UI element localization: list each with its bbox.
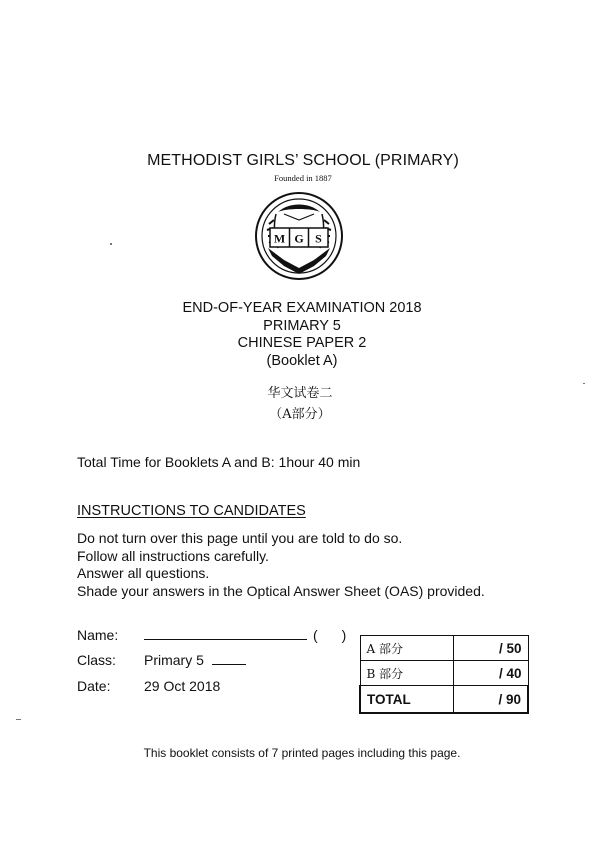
page-count-footer: This booklet consists of 7 printed pages including this page.	[143, 746, 461, 760]
class-value: Primary 5	[144, 652, 204, 668]
instruction-item: Do not turn over this page until you are told to do so.	[77, 530, 403, 546]
class-label: Class:	[77, 652, 116, 668]
scan-speck	[583, 383, 585, 384]
register-number-paren-open: (	[313, 627, 318, 643]
chinese-title: 华文试卷二	[267, 386, 333, 401]
date-label: Date:	[77, 678, 111, 694]
total-time: Total Time for Booklets A and B: 1hour 40 min	[77, 454, 361, 470]
scan-speck	[16, 719, 21, 720]
instructions-list	[77, 530, 485, 600]
exam-booklet: (Booklet A)	[266, 352, 338, 369]
exam-title: END-OF-YEAR EXAMINATION 2018	[182, 300, 422, 316]
name-label: Name:	[77, 627, 119, 643]
score-cell: / 50	[454, 636, 529, 661]
class-blank-line[interactable]	[212, 654, 246, 665]
chinese-title-block	[0, 383, 600, 425]
name-field[interactable]	[144, 627, 346, 643]
score-section-label: A 部分	[360, 636, 454, 661]
exam-title-block	[0, 300, 600, 370]
score-row-a	[360, 636, 528, 661]
crest-letter-m: M	[273, 231, 286, 246]
exam-paper: CHINESE PAPER 2	[237, 335, 367, 351]
crest-letter-g: G	[294, 231, 304, 246]
founded-year: Founded in 1887	[274, 173, 332, 183]
school-name: METHODIST GIRLS’ SCHOOL (PRIMARY)	[147, 152, 459, 169]
score-row-total	[360, 686, 528, 714]
score-row-b	[360, 661, 528, 686]
name-blank-line[interactable]	[144, 627, 307, 640]
score-section-label: B 部分	[360, 661, 454, 686]
score-cell: / 40	[454, 661, 529, 686]
instruction-item: Follow all instructions carefully.	[77, 547, 269, 564]
instructions-heading: INSTRUCTIONS TO CANDIDATES	[77, 503, 306, 519]
instruction-item: Answer all questions.	[77, 565, 210, 581]
school-crest-logo	[254, 190, 344, 282]
date-value: 29 Oct 2018	[144, 678, 221, 694]
score-table	[359, 635, 529, 714]
exam-level: PRIMARY 5	[263, 317, 341, 334]
register-number-paren-close: )	[341, 627, 347, 643]
score-total-cell: / 90	[454, 686, 529, 714]
chinese-subtitle: （A部分）	[269, 407, 331, 422]
scan-speck	[110, 243, 112, 245]
score-total-label: TOTAL	[360, 686, 454, 714]
instruction-item: Shade your answers in the Optical Answer Sheet (OAS) provided.	[77, 582, 485, 599]
crest-letter-s: S	[315, 231, 322, 246]
